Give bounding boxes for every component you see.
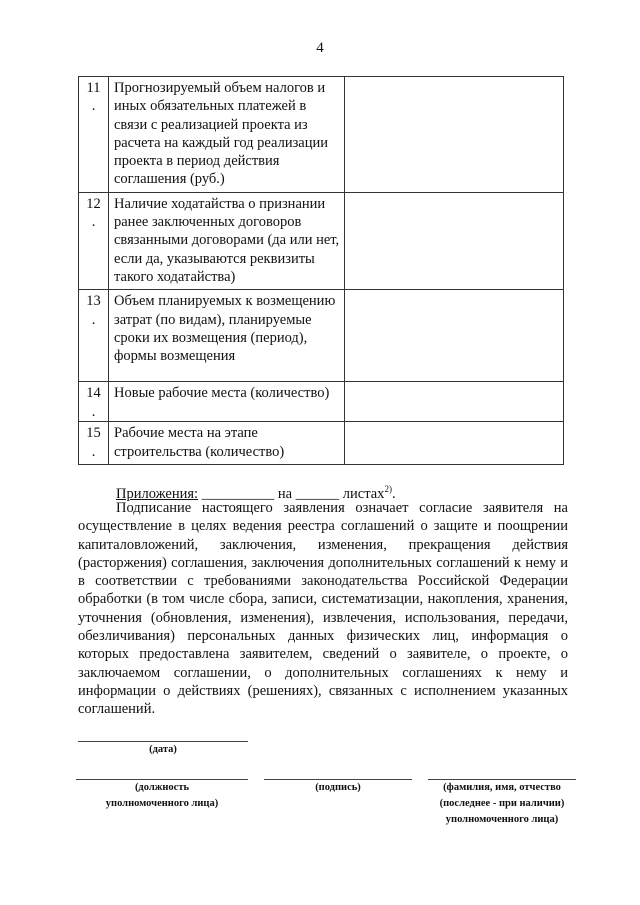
position-caption-line2: уполномоченного лица) xyxy=(105,798,219,809)
attachments-end: . xyxy=(391,485,396,502)
row-number xyxy=(79,192,109,289)
attachments-label: Приложения: xyxy=(116,485,199,502)
row-label: Объем планируемых к возмещению затрат (по видам), планируемые сроки их возмещения (период), формы возмещения xyxy=(109,290,345,382)
row-number-dot: . xyxy=(91,403,96,420)
row-value-cell[interactable] xyxy=(345,77,564,193)
row-number-value: 14 xyxy=(86,385,101,402)
table-row xyxy=(79,382,564,422)
date-caption: (дата) xyxy=(149,744,177,755)
attachments-footnote: 2) xyxy=(384,484,392,494)
row-value-cell[interactable] xyxy=(345,422,564,465)
name-caption-line3: уполномоченного лица) xyxy=(445,814,559,825)
row-number-value: 11 xyxy=(86,80,101,96)
row-value-cell[interactable] xyxy=(345,192,564,289)
application-table xyxy=(78,76,564,465)
row-label: Новые рабочие места (количество) xyxy=(109,382,345,422)
signature-caption: (подпись) xyxy=(315,782,361,793)
row-number-value: 13 xyxy=(86,293,101,310)
consent-paragraph: Подписание настоящего заявления означает согласие заявителя на осуществление в целях ведения реестра соглашений о защите и поощрении капиталовложений, заключения, изменения, прекращения действия (расторжения) соглашения, заключения дополнительных соглашений к нему и в соответствии с требованиями законодательства Российской Федерации обработки (в том числе сбора, записи, систематизации, накопления, хранения, уточнения (обновления, изменения), извлечения, использования, передачи, обезличивания) персональных данных физических лиц, информация о которых предоставлена заявителем, сведений о заявителе, о проекте, о заключаемом соглашении, о дополнительных соглашениях к нему и информации о действиях (решениях), связанных с исполнением указанных соглашений. xyxy=(78,500,568,718)
name-caption-line2: (последнее - при наличии) xyxy=(439,798,565,809)
name-caption xyxy=(412,780,592,828)
page-number: 4 xyxy=(316,40,324,56)
row-number xyxy=(79,382,109,422)
attachments-middle: на xyxy=(277,485,293,502)
table-row xyxy=(79,77,564,193)
table-row xyxy=(79,422,564,465)
row-label: Прогнозируемый объем налогов и иных обязательных платежей в связи с реализацией проекта из расчета на каждый год реализации проекта в период действия соглашения (руб.) xyxy=(109,77,345,193)
row-number xyxy=(79,290,109,382)
row-value-cell[interactable] xyxy=(345,382,564,422)
row-value-cell[interactable] xyxy=(345,290,564,382)
row-label: Рабочие места на этапе строительства (количество) xyxy=(109,422,345,465)
row-number-dot: . xyxy=(91,443,96,460)
row-number-value: 12 xyxy=(86,195,101,212)
name-caption-line1: (фамилия, имя, отчество xyxy=(443,782,561,793)
row-number-value: 15 xyxy=(86,425,101,442)
row-number xyxy=(79,77,109,193)
position-caption-line1: (должность xyxy=(134,782,190,793)
row-number xyxy=(79,422,109,465)
row-number-dot: . xyxy=(91,311,96,328)
position-caption xyxy=(66,780,258,812)
attachments-blank-sheets[interactable]: ______ xyxy=(295,485,340,502)
row-number-dot: . xyxy=(91,98,96,115)
row-number-dot: . xyxy=(91,214,96,231)
table-row xyxy=(79,192,564,289)
attachments-blank-count[interactable]: __________ xyxy=(201,485,275,502)
attachments-suffix: листах xyxy=(342,485,385,502)
table-row xyxy=(79,290,564,382)
row-label: Наличие ходатайства о признании ранее заключенных договоров связанными договорами (да или нет, если да, указываются реквизиты такого ходатайства) xyxy=(109,192,345,289)
